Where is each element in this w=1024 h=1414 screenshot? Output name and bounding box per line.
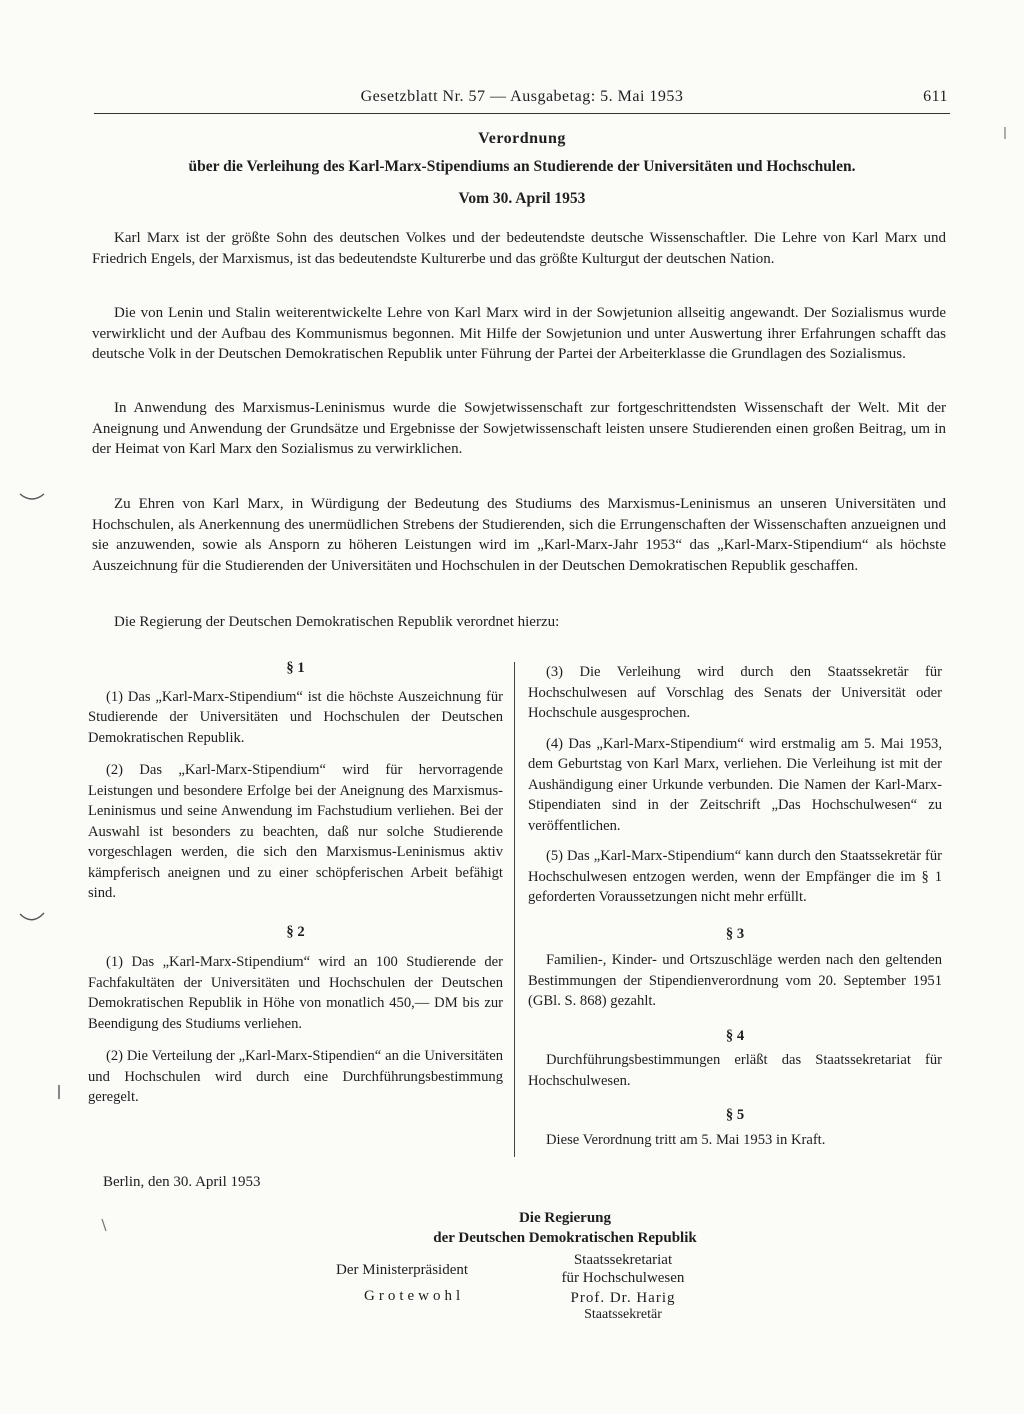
preamble-paragraph-1: Karl Marx ist der größte Sohn des deutschen Volkes und der bedeutendste deutsche Wissenschaftler. Die Lehre von Karl Marx und Friedrich Engels, der Marxismus, ist das bedeutendste Kulturerbe und das größte Kulturgut der deutschen Nation. xyxy=(92,230,946,267)
preamble-paragraph-3: In Anwendung des Marxismus-Leninismus wurde die Sowjetwissenschaft zur fortgeschrittendsten Wissenschaft der Welt. Mit der Aneignung und Anwendung der Grundsätze und Ergebnisse der Sowjetwissenschaft leisten unsere Studierenden einen großen Beitrag, um in der Heimat von Karl Marx den Sozialismus zu verwirklichen. xyxy=(92,400,946,457)
signatory-government: Die Regierung xyxy=(518,1210,612,1226)
secretary-title: Staatssekretär xyxy=(584,1307,662,1322)
margin-mark-icon xyxy=(100,1218,108,1232)
preamble-decree-line: Die Regierung der Deutschen Demokratischen Republik verordnet hierzu: xyxy=(114,614,560,630)
margin-mark-icon xyxy=(1002,126,1008,140)
running-header xyxy=(96,88,948,112)
section-4-heading: § 4 xyxy=(725,1027,745,1044)
secretary-name: Prof. Dr. Harig xyxy=(570,1290,676,1306)
section-5-heading: § 5 xyxy=(725,1107,745,1123)
signatory-government-name: der Deutschen Demokratischen Republik xyxy=(433,1230,697,1246)
section-1-heading: § 1 xyxy=(286,660,305,676)
section-2-paragraph-1: (1) Das „Karl-Marx-Stipendium“ wird an 100 Studierende der Fachfakultäten der Universitäten und Hochschulen der Deutschen Demokratischen Republik in Höhe von monatlich 450,— DM bis zur Beendigung des Studiums verliehen. xyxy=(88,954,503,1032)
margin-mark-icon xyxy=(56,1084,62,1100)
section-5-paragraph: Diese Verordnung tritt am 5. Mai 1953 in Kraft. xyxy=(546,1131,826,1148)
place-and-date: Berlin, den 30. April 1953 xyxy=(103,1174,261,1190)
section-1-paragraph-1: (1) Das „Karl-Marx-Stipendium“ ist die höchste Auszeichnung für Studierende der Universitäten und Hochschulen der Deutschen Demokratischen Republik. xyxy=(88,688,503,746)
section-2-paragraph-2: (2) Die Verteilung der „Karl-Marx-Stipendien“ an die Universitäten und Hochschulen wird durch eine Durchführungsbestimmung geregelt. xyxy=(88,1048,503,1105)
document-title: Verordnung xyxy=(478,130,566,147)
section-3-heading: § 3 xyxy=(725,925,745,942)
header-citation: Gesetzblatt Nr. 57 — Ausgabetag: 5. Mai 1953 xyxy=(360,88,684,105)
section-2-paragraph-3: (3) Die Verleihung wird durch den Staatssekretär für Hochschulwesen auf Vorschlag des Senats der Universität oder Hochschule ausgesprochen. xyxy=(528,664,942,721)
section-1-paragraph-2: (2) Das „Karl-Marx-Stipendium“ wird für hervorragende Leistungen und besondere Erfolge bei der Aneignung des Marxismus-Leninismus und seine Anwendung im Fachstudium verliehen. Bei der Auswahl ist besonders zu beachten, daß nur solche Studierende vorgeschlagen werden, die sich den Marxismus-Leninismus aktiv kämpferisch aneignen und zu einer schöpferischen Arbeit befähigt sind. xyxy=(88,762,503,901)
document-date: Vom 30. April 1953 xyxy=(458,190,586,207)
right-column xyxy=(528,662,942,1150)
page-number: 611 xyxy=(923,88,948,105)
secretariat-line-1: Staatssekretariat xyxy=(573,1252,673,1268)
section-3-paragraph: Familien-, Kinder- und Ortszuschläge werden nach den geltenden Bestimmungen der Stipendienverordnung vom 20. September 1951 (GBl. S. 868) gezahlt. xyxy=(528,952,942,1009)
preamble-paragraph-4: Zu Ehren von Karl Marx, in Würdigung der Bedeutung des Studiums des Marxismus-Leninismus an unseren Universitäten und Hochschulen, als Anerkennung des unermüdlichen Strebens der Studierenden, sich die Errungenschaften der Wissenschaften anzueignen und sie anzuwenden, sowie als Ansporn zu höheren Leistungen wird im „Karl-Marx-Jahr 1953“ das „Karl-Marx-Stipendium“ als höchste Auszeichnung für die Studierenden der Universitäten und Hochschulen in der Deutschen Demokratischen Republik geschaffen. xyxy=(92,496,946,574)
section-2-paragraph-4: (4) Das „Karl-Marx-Stipendium“ wird erstmalig am 5. Mai 1953, dem Geburtstag von Karl Marx, verliehen. Die Verleihung ist mit der Aushändigung einer Urkunde verbunden. Die Namen der Karl-Marx-Stipendiaten sind in der Zeitschrift „Das Hochschulwesen“ zu veröffentlichen. xyxy=(528,735,942,834)
section-2-heading: § 2 xyxy=(286,923,305,940)
section-4-paragraph: Durchführungsbestimmungen erläßt das Staatssekretariat für Hochschulwesen. xyxy=(528,1052,942,1089)
prime-minister-title: Der Ministerpräsident xyxy=(336,1262,469,1278)
margin-mark-icon xyxy=(18,910,46,926)
document-subtitle: über die Verleihung des Karl-Marx-Stipendiums an Studierende der Universitäten und Hochschulen. xyxy=(188,158,856,175)
margin-mark-icon xyxy=(18,490,46,504)
header-rule xyxy=(94,113,950,114)
left-column xyxy=(88,658,503,1108)
preamble-paragraph-2: Die von Lenin und Stalin weiterentwickelte Lehre von Karl Marx wird in der Sowjetunion allseitig angewandt. Der Sozialismus wurde verwirklicht und der Aufbau des Kommunismus begonnen. Mit Hilfe der Sowjetunion und unter Auswertung ihrer Erfahrungen schafft das deutsche Volk in der Deutschen Demokratischen Republik unter Führung der Partei der Arbeiterklasse die Grundlagen des Sozialismus. xyxy=(92,305,946,362)
column-divider xyxy=(514,662,515,1157)
prime-minister-name: Grotewohl xyxy=(364,1288,465,1304)
section-2-paragraph-5: (5) Das „Karl-Marx-Stipendium“ kann durch den Staatssekretär für Hochschulwesen entzogen werden, wenn der Empfänger die im § 1 geforderten Voraussetzungen nicht mehr erfüllt. xyxy=(528,848,942,905)
secretariat-line-2: für Hochschulwesen xyxy=(561,1270,685,1286)
